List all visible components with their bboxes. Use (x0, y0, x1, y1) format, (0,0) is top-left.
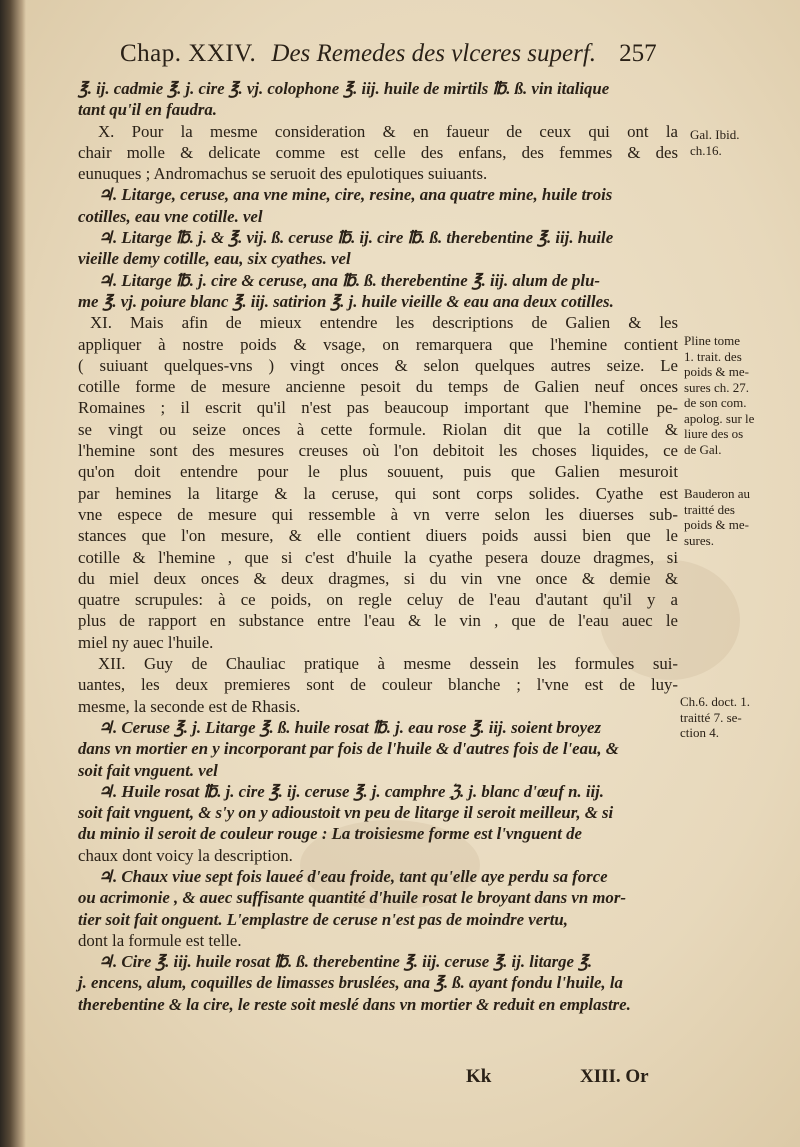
text-line: therebentine & la cire, le reste soit meslé dans vn mortier & reduit en emplastre. (78, 994, 631, 1014)
text-line: se vingt ou seize onces à cette formule. Riolan dit que la cotille & (78, 419, 678, 439)
text-line: qu'on doit entendre pour le plus souuent, puis que Galien mesuroit (78, 462, 678, 482)
text-line: miel ny auec l'huile. (78, 632, 214, 652)
margin-note-line: ction 4. (680, 725, 719, 740)
text-line: chaux dont voicy la description. (78, 845, 293, 865)
text-line: tier soit fait onguent. L'emplastre de ceruse n'est pas de moindre vertu, (78, 909, 568, 929)
text-line: ♃. Litarge, ceruse, ana vne mine, cire, resine, ana quatre mine, huile trois (98, 185, 613, 205)
text-line: vne espece de mesure qui ressemble à vn verre selon les diuerses sub- (78, 504, 678, 524)
text-line: soit fait vnguent, & s'y on y adioustoit vn peu de litarge il seroit meilleur, & si (78, 803, 614, 823)
margin-note-line: traitté des (684, 501, 735, 517)
margin-note-line: Gal. Ibid. (690, 127, 740, 142)
text-line: cotille forme de mesure ancienne pesoit du temps de Galien neuf onces (78, 377, 678, 397)
text-line: tant qu'il en faudra. (78, 100, 217, 120)
text-line: plus de rapport en substance entre l'eau & le vin , que de l'eau auec le (78, 611, 678, 631)
text-line: chair molle & delicate comme est celle des enfans, des femmes & des (78, 142, 678, 162)
text-line: Romaines ; il escrit qu'il n'est pas beaucoup important que l'hemine pe- (78, 398, 678, 418)
margin-note-line: traitté 7. se- (680, 709, 742, 725)
margin-note-chauliac (680, 694, 750, 741)
text-line: XI. Mais afin de mieux entendre les descriptions de Galien & les (90, 313, 678, 333)
margin-note-line: de son com. (684, 395, 747, 410)
text-line: ℥. ij. cadmie ℥. j. cire ℥. vj. colophone ℥. iij. huile de mirtils ℔. ß. vin italique (78, 79, 610, 98)
text-line: ♃. Chaux viue sept fois laueé d'eau froide, tant qu'elle aye perdu sa force (98, 866, 608, 886)
text-line: uantes, les deux premieres sont de couleur blanche ; l'vne est de luy- (78, 675, 678, 695)
margin-note-bauderon (684, 486, 750, 548)
margin-note-line: Ch.6. doct. 1. (680, 694, 751, 709)
margin-note-line: Pline tome (684, 333, 740, 348)
text-line: ( suiuant quelques-vns ) vingt onces & selon quelques autres seize. Le (78, 355, 678, 375)
binding-gutter (0, 0, 26, 1147)
text-line: appliquer à nostre poids & vsage, on remarquera que l'hemine contient (78, 334, 678, 354)
margin-note-line: apolog. sur le (684, 410, 755, 426)
margin-note-line: sures ch. 27. (684, 379, 749, 395)
text-line: mesme, la seconde est de Rhasis. (78, 696, 301, 716)
margin-note-line: de Gal. (684, 441, 722, 457)
body-text (78, 78, 678, 1015)
running-header (120, 40, 690, 76)
text-line: ou acrimonie , & auec suffisante quantité d'huile rosat le broyant dans vn mor- (78, 888, 626, 908)
text-line: ♃. Litarge ℔. j. & ℥. vij. ß. ceruse ℔. ij. cire ℔. ß. therebentine ℥. iij. huile (98, 228, 614, 248)
text-line: ♃. Litarge ℔. j. cire & ceruse, ana ℔. ß. therebentine ℥. iij. alum de plu- (98, 270, 601, 290)
text-line: quatre scrupules: à ce poids, on regle celuy de l'eau d'autant qu'il y a (78, 590, 678, 610)
margin-note-line: poids & me- (684, 517, 749, 532)
margin-note-line: liure des os (684, 426, 744, 441)
margin-note-pline (684, 333, 754, 457)
text-line: cotille & l'hemine , que si c'est d'huile la cyathe pesera douze dragmes, si (78, 547, 678, 567)
text-line: cotilles, eau vne cotille. vel (78, 206, 263, 226)
text-line: ♃. Ceruse ℥. j. Litarge ℥. ß. huile rosat ℔. j. eau rose ℥. iij. soient broyez (98, 717, 602, 737)
text-line: soit fait vnguent. vel (78, 760, 218, 780)
text-line: dans vn mortier en y incorporant par fois de l'huile & d'autres fois de l'eau, & (78, 739, 619, 759)
text-line: X. Pour la mesme consideration & en faueur de ceux qui ont la (98, 121, 678, 141)
margin-note-galen (690, 127, 739, 158)
text-line: eunuques ; Andromachus se seruoit des epulotiques suiuants. (78, 164, 488, 184)
text-line: du minio il seroit de couleur rouge : La troisiesme forme est l'vnguent de (78, 824, 582, 844)
text-line: par hemines la litarge & la ceruse, qui sont corps solides. Cyathe est (78, 483, 678, 503)
text-line: me ℥. vj. poiure blanc ℥. iij. satirion ℥. j. huile vieille & eau ana deux cotilles. (78, 291, 614, 311)
margin-note-line: 1. trait. des (684, 348, 742, 364)
margin-note-line: ch.16. (690, 142, 722, 158)
chapter-title: Des Remedes des vlceres superf. (271, 40, 597, 67)
margin-note-line: poids & me- (684, 364, 749, 379)
text-line: stances que l'on mesure, & elle contient diuers poids aussi bien que le (78, 526, 678, 546)
signature-mark: Kk (466, 1066, 492, 1087)
text-line: l'hemine sont des mesures creuses où l'on debitoit les choses liquides, ce (78, 441, 678, 461)
margin-note-line: Bauderon au (684, 486, 751, 501)
text-line: ♃. Cire ℥. iij. huile rosat ℔. ß. therebentine ℥. iij. ceruse ℥. ij. litarge ℥. (98, 952, 593, 972)
page-number: 257 (619, 40, 657, 67)
text-line: du miel deux onces & deux dragmes, si du vin vne once & demie & (78, 568, 678, 588)
chapter-label: Chap. XXIV. (120, 40, 257, 67)
text-line: vieille demy cotille, eau, six cyathes. vel (78, 249, 351, 269)
catchword: XIII. Or (580, 1066, 649, 1087)
text-line: XII. Guy de Chauliac pratique à mesme dessein les formules sui- (98, 654, 678, 674)
text-line: j. encens, alum, coquilles de limasses bruslées, ana ℥. ß. ayant fondu l'huile, la (78, 973, 623, 993)
text-line: ♃. Huile rosat ℔. j. cire ℥. ij. ceruse ℥. j. camphre ℨ. j. blanc d'œuf n. iij. (98, 781, 605, 801)
margin-note-line: sures. (684, 532, 714, 548)
text-line: dont la formule est telle. (78, 930, 242, 950)
